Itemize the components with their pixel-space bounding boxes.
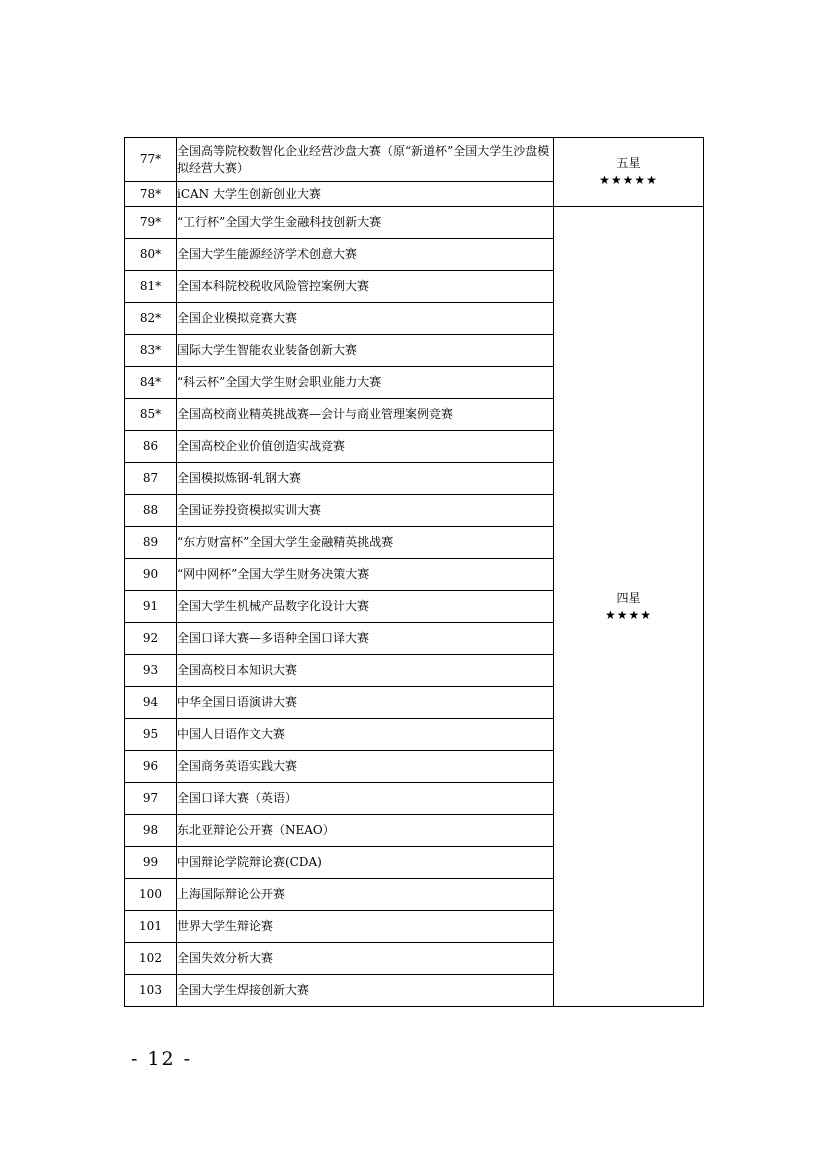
competition-name: 全国商务英语实践大赛: [177, 751, 554, 783]
row-number: 100: [125, 879, 177, 911]
competition-name: 全国本科院校税收风险管控案例大赛: [177, 271, 554, 303]
competition-name: 全国口译大赛（英语）: [177, 783, 554, 815]
rating-four-star: [554, 207, 704, 1007]
row-number: 79*: [125, 207, 177, 239]
row-number: 82*: [125, 303, 177, 335]
competition-name: 全国高校企业价值创造实战竞赛: [177, 431, 554, 463]
competition-name: “工行杯”全国大学生金融科技创新大赛: [177, 207, 554, 239]
competition-name: 上海国际辩论公开赛: [177, 879, 554, 911]
row-number: 103: [125, 975, 177, 1007]
row-number: 102: [125, 943, 177, 975]
competition-name: 中华全国日语演讲大赛: [177, 687, 554, 719]
competition-name: 全国大学生焊接创新大赛: [177, 975, 554, 1007]
row-number: 95: [125, 719, 177, 751]
competition-name: 全国大学生机械产品数字化设计大赛: [177, 591, 554, 623]
competition-name: 全国失效分析大赛: [177, 943, 554, 975]
row-number: 99: [125, 847, 177, 879]
table-row: [125, 138, 704, 182]
competition-name: 全国口译大赛—多语种全国口译大赛: [177, 623, 554, 655]
rating-five-star: [554, 138, 704, 207]
competition-table: [124, 137, 704, 1007]
row-number: 86: [125, 431, 177, 463]
competition-name: 全国证券投资模拟实训大赛: [177, 495, 554, 527]
competition-name: 国际大学生智能农业装备创新大赛: [177, 335, 554, 367]
row-number: 81*: [125, 271, 177, 303]
row-number: 90: [125, 559, 177, 591]
row-number: 93: [125, 655, 177, 687]
star-rating-icon: ★★★★★: [599, 173, 658, 187]
table-row: [125, 207, 704, 239]
row-number: 97: [125, 783, 177, 815]
competition-name: 全国高校日本知识大赛: [177, 655, 554, 687]
row-number: 101: [125, 911, 177, 943]
competition-name: “科云杯”全国大学生财会职业能力大赛: [177, 367, 554, 399]
rating-label: 五星: [616, 156, 641, 170]
row-number: 77*: [125, 138, 177, 182]
row-number: 87: [125, 463, 177, 495]
competition-name: iCAN 大学生创新创业大赛: [177, 182, 554, 207]
competition-name: 全国企业模拟竞赛大赛: [177, 303, 554, 335]
competition-name: 东北亚辩论公开赛（NEAO）: [177, 815, 554, 847]
row-number: 89: [125, 527, 177, 559]
competition-name: 全国模拟炼钢-轧钢大赛: [177, 463, 554, 495]
competition-name: 中国辩论学院辩论赛(CDA): [177, 847, 554, 879]
row-number: 84*: [125, 367, 177, 399]
competition-name: “东方财富杯”全国大学生金融精英挑战赛: [177, 527, 554, 559]
row-number: 78*: [125, 182, 177, 207]
competition-name: 世界大学生辩论赛: [177, 911, 554, 943]
row-number: 96: [125, 751, 177, 783]
page-number: - 12 -: [131, 1048, 193, 1070]
row-number: 92: [125, 623, 177, 655]
row-number: 98: [125, 815, 177, 847]
row-number: 94: [125, 687, 177, 719]
row-number: 80*: [125, 239, 177, 271]
row-number: 85*: [125, 399, 177, 431]
star-rating-icon: ★★★★: [604, 607, 653, 622]
competition-name: 中国人日语作文大赛: [177, 719, 554, 751]
competition-name: 全国大学生能源经济学术创意大赛: [177, 239, 554, 271]
row-number: 91: [125, 591, 177, 623]
row-number: 83*: [125, 335, 177, 367]
competition-name: 全国高等院校数智化企业经营沙盘大赛（原“新道杯”全国大学生沙盘模拟经营大赛）: [177, 138, 554, 182]
row-number: 88: [125, 495, 177, 527]
competition-name: 全国高校商业精英挑战赛—会计与商业管理案例竞赛: [177, 399, 554, 431]
rating-label: 四星: [616, 590, 641, 605]
competition-name: “网中网杯”全国大学生财务决策大赛: [177, 559, 554, 591]
